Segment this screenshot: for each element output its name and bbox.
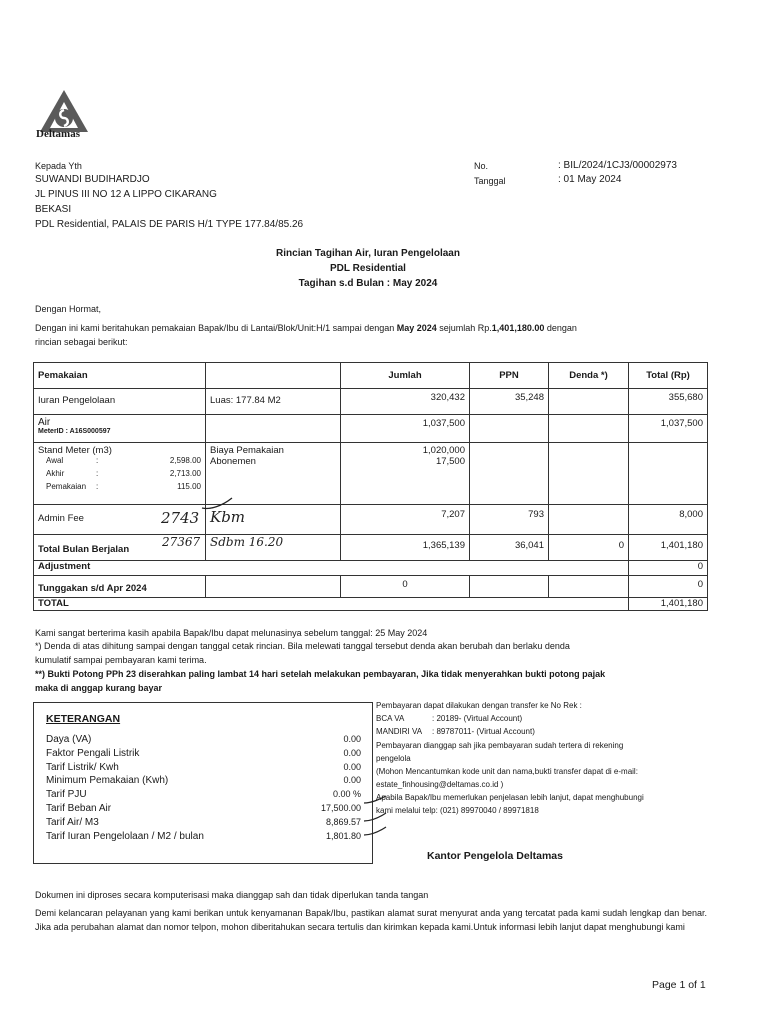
recipient-salutation: Kepada Yth (35, 161, 82, 171)
stand-meter-label: Stand Meter (m3) (38, 445, 112, 456)
keterangan-item (46, 748, 361, 762)
tax-note: **) Bukti Potong PPh 23 diserahkan paling lambat 14 hari setelah melakukan pembayaran, Jika tidak menyerahkan bukti potong pajak (35, 669, 606, 679)
table-row-tunggakan (34, 576, 708, 598)
payment-deadline-note: Kami sangat berterima kasih apabila Bapak/Ibu dapat melunasinya sebelum tanggal: 25 May 2024 (35, 628, 428, 638)
keterangan-item (46, 817, 361, 831)
office-name: Kantor Pengelola Deltamas (427, 850, 563, 862)
invoice-date-label: Tanggal (474, 176, 506, 186)
recipient-address: JL PINUS III NO 12 A LIPPO CIKARANG (35, 189, 217, 200)
akhir-label: Akhir (46, 469, 65, 478)
admin-jumlah: 7,207 (341, 505, 470, 535)
header-total: Total (Rp) (629, 363, 708, 389)
transfer-proof-note: (Mohon Mencantumkan kode unit dan nama,bukti transfer dapat di e-mail: (376, 767, 638, 776)
adjustment-label: Adjustment (34, 561, 629, 576)
total-bulan-denda: 0 (549, 535, 629, 561)
keterangan-item (46, 734, 361, 748)
abonemen-label: Abonemen (210, 456, 256, 467)
company-name: Deltamas (36, 128, 80, 140)
iuran-ppn: 35,248 (470, 389, 549, 415)
biaya-pemakaian-value: 1,020,000 (422, 445, 465, 456)
air-label: Air (38, 417, 51, 428)
document-title: Rincian Tagihan Air, Iuran Pengelolaan (276, 248, 460, 259)
biaya-pemakaian-label: Biaya Pemakaian (210, 445, 284, 456)
table-row-grand-total (34, 598, 708, 611)
admin-total: 8,000 (629, 505, 708, 535)
mandiri-va-label: MANDIRI VA (376, 727, 423, 736)
handwritten-note: Kbm (210, 508, 246, 526)
total-bulan-ppn: 36,041 (470, 535, 549, 561)
table-header-row (34, 363, 708, 389)
keterangan-item (46, 789, 361, 803)
table-row-adjustment (34, 561, 708, 576)
keterangan-item-label: Tarif Beban Air (46, 803, 112, 814)
handwritten-note: 2743 (161, 509, 200, 527)
keterangan-box (33, 702, 373, 864)
keterangan-item-label: Tarif Iuran Pengelolaan / M2 / bulan (46, 830, 204, 842)
keterangan-item-label: Tarif Listrik/ Kwh (46, 761, 119, 773)
document-subtitle: PDL Residential (330, 263, 406, 274)
keterangan-item-value: 0.00 % (332, 789, 361, 800)
tunggakan-jumlah: 0 (341, 576, 470, 598)
keterangan-item-value: 8,869.57 (325, 816, 361, 827)
grand-total-value: 1,401,180 (629, 598, 708, 611)
header-pemakaian: Pemakaian (34, 363, 206, 389)
awal-value: 2,598.00 (169, 456, 201, 465)
keterangan-item (46, 762, 361, 776)
contact-email[interactable]: estate_finhousing@deltamas.co.id ) (376, 780, 504, 789)
keterangan-item-value: 17,500.00 (320, 803, 361, 813)
billing-period: Tagihan s.d Bulan : May 2024 (298, 278, 438, 289)
invoice-date-value: : 01 May 2024 (558, 174, 622, 185)
invoice-no-value: : BIL/2024/1CJ3/00002973 (558, 160, 677, 171)
air-jumlah: 1,037,500 (341, 415, 470, 443)
adjustment-total: 0 (629, 561, 708, 576)
air-total: 1,037,500 (629, 415, 708, 443)
header-jumlah: Jumlah (341, 363, 470, 389)
header-denda: Denda *) (549, 363, 629, 389)
penalty-note-2: kumulatif sampai pembayaran kami terima. (35, 655, 207, 665)
admin-fee-label: Admin Fee (38, 513, 84, 524)
intro-paragraph: Dengan ini kami beritahukan pemakaian Bapak/Ibu di Lantai/Blok/Unit:H/1 sampai dengan May 2024 sejumlah Rp.1,401,180.00 dengan (35, 323, 577, 333)
table-row-total-bulan (34, 535, 708, 561)
keterangan-title: KETERANGAN (46, 713, 121, 725)
keterangan-item-value: 0.00 (343, 747, 361, 758)
contact-note: Apabila Bapak/Ibu memerlukan penjelasan lebih lanjut, dapat menghubungi (376, 793, 644, 802)
tax-note-2: maka di anggap kurang bayar (35, 683, 163, 693)
keterangan-item-label: Daya (VA) (46, 734, 92, 745)
keterangan-item-value: 0.00 (343, 734, 361, 744)
billing-table (33, 362, 708, 611)
contact-phone: kami melalui telp: (021) 89970040 / 89971818 (376, 806, 539, 815)
keterangan-item-value: 1,801.80 (325, 830, 361, 841)
tunggakan-total: 0 (629, 576, 708, 598)
recipient-unit: PDL Residential, PALAIS DE PARIS H/1 TYPE 177.84/85.26 (35, 219, 304, 230)
address-update-note: Demi kelancaran pelayanan yang kami berikan untuk kenyamanan Bapak/Ibu, pastikan alamat surat menyurat anda yang tercatat pada kami sudah lengkap dan benar. Jika ada perubahan alamat dan nomor telpon, mohon diberitahukan secara tertulis dan kirimkan kepada kami.Untuk informasi lebih lanjut dapat menghubungi kami (35, 908, 707, 932)
table-row-stand-meter (34, 443, 708, 505)
bca-va-label: BCA VA (376, 714, 405, 723)
keterangan-item-value: 0.00 (343, 761, 361, 772)
checkmark-icon (200, 494, 240, 514)
colon: : (96, 469, 99, 478)
table-row-admin (34, 505, 708, 535)
handwritten-note: Sdbm 16.20 (210, 535, 284, 549)
keterangan-item-label: Tarif Air/ M3 (46, 816, 99, 828)
iuran-label: Iuran Pengelolaan (34, 389, 206, 415)
keterangan-item-label: Faktor Pengali Listrik (46, 747, 140, 759)
header-ppn: PPN (470, 363, 549, 389)
keterangan-item (46, 831, 361, 845)
pemakaian-value: 115.00 (177, 482, 201, 491)
mandiri-va-value: : 89787011- (Virtual Account) (432, 727, 535, 736)
meter-id: MeterID : A16S000597 (38, 428, 111, 435)
handwritten-note: 27367 (162, 535, 201, 549)
keterangan-item-value: 0.00 (343, 775, 361, 786)
table-row-air (34, 415, 708, 443)
penalty-note: *) Denda di atas dihitung sampai dengan tanggal cetak rincian. Bila melewati tanggal tersebut denda akan berubah dan berlaku denda (35, 641, 570, 651)
iuran-jumlah: 320,432 (341, 389, 470, 415)
recipient-city: BEKASI (35, 204, 72, 215)
intro-paragraph-2: rincian sebagai berikut: (35, 337, 128, 347)
payment-valid-note-2: pengelola (376, 754, 411, 763)
page-number: Page 1 of 1 (652, 979, 706, 991)
keterangan-item (46, 775, 361, 789)
iuran-total: 355,680 (629, 389, 708, 415)
total-bulan-jumlah: 1,365,139 (341, 535, 470, 561)
keterangan-item-label: Minimum Pemakaian (Kwh) (46, 775, 169, 787)
table-row-iuran (34, 389, 708, 415)
awal-label: Awal (46, 456, 64, 465)
tunggakan-label: Tunggakan s/d Apr 2024 (34, 576, 206, 598)
recipient-name: SUWANDI BUDIHARDJO (35, 174, 150, 185)
greeting: Dengan Hormat, (35, 304, 102, 314)
total-bulan-total: 1,401,180 (629, 535, 708, 561)
pemakaian-label: Pemakaian (46, 482, 87, 491)
admin-ppn: 793 (470, 505, 549, 535)
colon: : (96, 482, 99, 491)
total-bulan-label: Total Bulan Berjalan (38, 544, 130, 555)
akhir-value: 2,713.00 (169, 469, 201, 478)
keterangan-item-label: Tarif PJU (46, 789, 87, 801)
grand-total-label: TOTAL (34, 598, 629, 611)
computerized-note: Dokumen ini diproses secara komputerisasi maka dianggap sah dan tidak diperlukan tanda tangan (35, 890, 429, 900)
abonemen-value: 17,500 (435, 456, 465, 467)
iuran-desc: Luas: 177.84 M2 (206, 389, 341, 415)
invoice-no-label: No. (474, 161, 489, 171)
bca-va-value: : 20189- (Virtual Account) (432, 714, 523, 723)
payment-instruction: Pembayaran dapat dilakukan dengan transfer ke No Rek : (376, 701, 582, 710)
payment-valid-note: Pembayaran dianggap sah jika pembayaran sudah tertera di rekening (376, 741, 624, 750)
colon: : (96, 456, 99, 465)
keterangan-item (46, 803, 361, 817)
